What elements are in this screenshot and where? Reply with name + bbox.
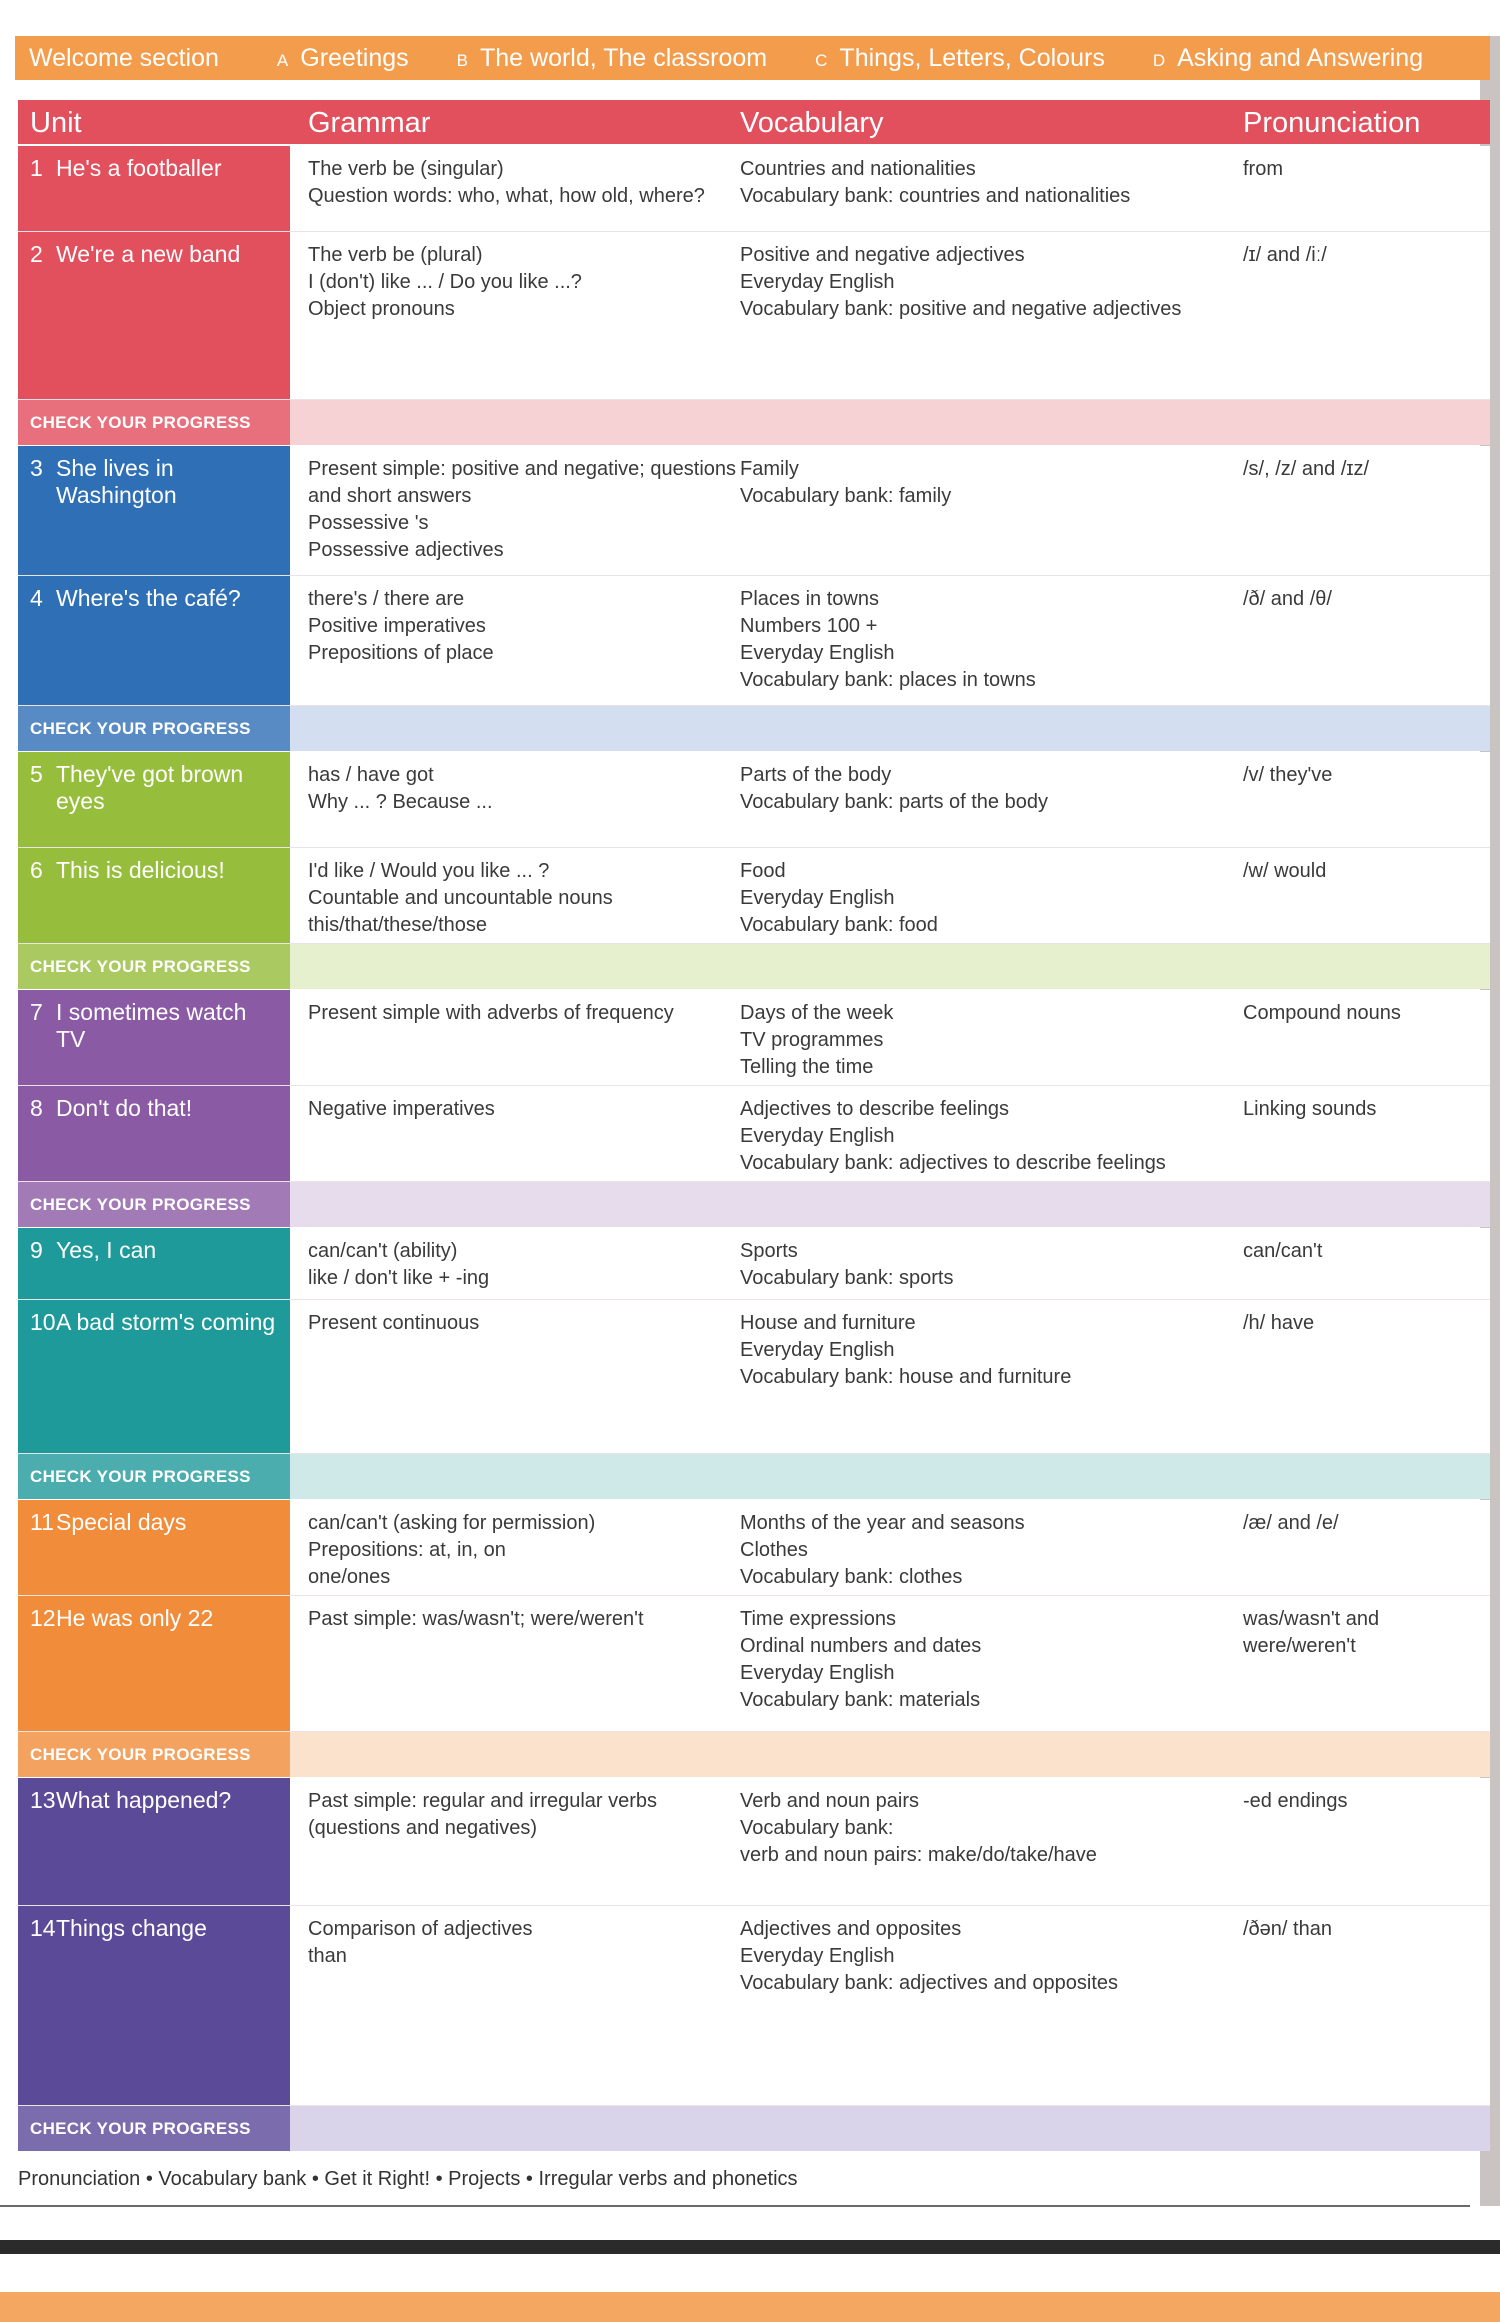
vocabulary-item: Vocabulary bank: family bbox=[740, 485, 952, 507]
unit-row bbox=[18, 1778, 1490, 1906]
check-progress-label: CHECK YOUR PROGRESS bbox=[30, 413, 251, 432]
bottom-rule bbox=[0, 2205, 1470, 2207]
pronunciation-item: /ð/ and /θ/ bbox=[1243, 588, 1332, 610]
pronunciation-item: were/weren't bbox=[1243, 1635, 1356, 1657]
unit-row bbox=[18, 1300, 1490, 1454]
vocabulary-list bbox=[740, 1000, 1260, 1081]
vocabulary-list bbox=[740, 156, 1260, 210]
vocabulary-item: Sports bbox=[740, 1240, 798, 1262]
unit-number: 1 bbox=[30, 155, 43, 181]
vocabulary-item: Vocabulary bank: house and furniture bbox=[740, 1366, 1072, 1388]
vocabulary-item: Days of the week bbox=[740, 1002, 894, 1024]
grammar-item: Past simple: regular and irregular verbs bbox=[308, 1790, 658, 1812]
unit-cell bbox=[18, 1906, 290, 2106]
grammar-item: has / have got bbox=[308, 764, 434, 786]
unit-row bbox=[18, 1228, 1490, 1300]
vocabulary-item: TV programmes bbox=[740, 1029, 884, 1051]
footer-links: Pronunciation • Vocabulary bank • Get it Right! • Projects • Irregular verbs and phonetics bbox=[18, 2168, 798, 2190]
welcome-item-label: Asking and Answering bbox=[1177, 43, 1424, 72]
pronunciation-list bbox=[1243, 156, 1488, 183]
grammar-item: than bbox=[308, 1945, 347, 1967]
unit-title: What happened? bbox=[56, 1787, 232, 1813]
grammar-list bbox=[308, 858, 738, 939]
unit-row bbox=[18, 752, 1490, 848]
grammar-item: Present continuous bbox=[308, 1312, 480, 1334]
unit-row bbox=[18, 232, 1490, 400]
vocabulary-item: Vocabulary bank: adjectives and opposites bbox=[740, 1972, 1119, 1994]
grammar-list bbox=[308, 156, 738, 210]
check-progress-label: CHECK YOUR PROGRESS bbox=[30, 957, 251, 976]
grammar-list bbox=[308, 1788, 738, 1842]
vocabulary-item: Vocabulary bank: clothes bbox=[740, 1566, 963, 1588]
grammar-item: this/that/these/those bbox=[308, 914, 488, 936]
check-progress-row bbox=[18, 1182, 1490, 1227]
grammar-item: Present simple with adverbs of frequency bbox=[308, 1002, 674, 1024]
pronunciation-list bbox=[1243, 1096, 1488, 1123]
pronunciation-list bbox=[1243, 1510, 1488, 1537]
unit-title: This is delicious! bbox=[56, 857, 225, 883]
unit-number: 8 bbox=[30, 1095, 43, 1121]
pronunciation-item: was/wasn't and bbox=[1243, 1608, 1380, 1630]
grammar-item: can/can't (asking for permission) bbox=[308, 1512, 596, 1534]
pronunciation-list bbox=[1243, 1916, 1488, 1943]
unit-title: She lives in Washington bbox=[56, 455, 177, 508]
vocabulary-item: Vocabulary bank: adjectives to describe feelings bbox=[740, 1152, 1166, 1174]
grammar-item: Countable and uncountable nouns bbox=[308, 887, 613, 909]
pronunciation-list bbox=[1243, 858, 1488, 885]
unit-title: A bad storm's coming bbox=[56, 1309, 276, 1335]
vocabulary-item: Vocabulary bank: sports bbox=[740, 1267, 954, 1289]
vocabulary-item: Family bbox=[740, 458, 799, 480]
unit-number: 4 bbox=[30, 585, 43, 611]
vocabulary-item: Ordinal numbers and dates bbox=[740, 1635, 982, 1657]
grammar-list bbox=[308, 1310, 738, 1337]
welcome-letter: C bbox=[815, 50, 828, 70]
unit-title: Things change bbox=[56, 1915, 207, 1941]
grammar-item: Comparison of adjectives bbox=[308, 1918, 533, 1940]
vocabulary-item: Positive and negative adjectives bbox=[740, 244, 1025, 266]
vocabulary-item: Vocabulary bank: parts of the body bbox=[740, 791, 1048, 813]
unit-number: 13 bbox=[30, 1787, 56, 1813]
pronunciation-item: /ɪ/ and /iː/ bbox=[1243, 244, 1327, 266]
vocabulary-item: Everyday English bbox=[740, 271, 895, 293]
unit-number: 7 bbox=[30, 999, 43, 1025]
vocabulary-item: Food bbox=[740, 860, 786, 882]
unit-cell bbox=[18, 848, 290, 944]
vocabulary-list bbox=[740, 1238, 1260, 1292]
grammar-item: The verb be (singular) bbox=[308, 158, 504, 180]
unit-row bbox=[18, 1596, 1490, 1732]
vocabulary-item: Vocabulary bank: materials bbox=[740, 1689, 981, 1711]
check-progress-row bbox=[18, 1454, 1490, 1499]
vocabulary-item: Months of the year and seasons bbox=[740, 1512, 1025, 1534]
vocabulary-list bbox=[740, 1606, 1260, 1714]
vocabulary-item: Time expressions bbox=[740, 1608, 896, 1630]
page-gutter bbox=[0, 2240, 1500, 2254]
welcome-letter: D bbox=[1152, 50, 1166, 70]
grammar-item: can/can't (ability) bbox=[308, 1240, 458, 1262]
grammar-item: Present simple: positive and negative; questions and short answers bbox=[308, 458, 737, 507]
unit-title: Where's the café? bbox=[56, 585, 241, 611]
unit-title: Special days bbox=[56, 1509, 187, 1535]
header-grammar: Grammar bbox=[308, 107, 431, 139]
vocabulary-list bbox=[740, 762, 1260, 816]
grammar-item: Prepositions: at, in, on bbox=[308, 1539, 506, 1561]
pronunciation-item: Linking sounds bbox=[1243, 1098, 1377, 1120]
vocabulary-item: Everyday English bbox=[740, 1945, 895, 1967]
check-progress-row bbox=[18, 2106, 1490, 2151]
pronunciation-list bbox=[1243, 1788, 1488, 1815]
unit-cell bbox=[18, 990, 290, 1086]
vocabulary-list bbox=[740, 242, 1260, 323]
grammar-list bbox=[308, 586, 738, 667]
unit-cell bbox=[18, 1500, 290, 1596]
pronunciation-item: /ðən/ than bbox=[1243, 1918, 1332, 1940]
vocabulary-item: Vocabulary bank: places in towns bbox=[740, 669, 1036, 691]
grammar-item: Prepositions of place bbox=[308, 642, 494, 664]
vocabulary-list bbox=[740, 1916, 1260, 1997]
pronunciation-item: /æ/ and /e/ bbox=[1243, 1512, 1339, 1534]
unit-cell bbox=[18, 1228, 290, 1300]
vocabulary-item: Countries and nationalities bbox=[740, 158, 976, 180]
pronunciation-item: /s/, /z/ and /ɪz/ bbox=[1243, 458, 1370, 480]
grammar-item: Possessive 's bbox=[308, 512, 429, 534]
welcome-item-label: Things, Letters, Colours bbox=[839, 43, 1105, 72]
grammar-item: Object pronouns bbox=[308, 298, 455, 320]
unit-number: 9 bbox=[30, 1237, 43, 1263]
unit-number: 5 bbox=[30, 761, 43, 787]
vocabulary-list bbox=[740, 586, 1260, 694]
grammar-item: Negative imperatives bbox=[308, 1098, 495, 1120]
unit-cell bbox=[18, 1778, 290, 1906]
unit-title: I sometimes watch TV bbox=[56, 999, 247, 1052]
vocabulary-list bbox=[740, 1310, 1260, 1391]
pronunciation-item: /w/ would bbox=[1243, 860, 1327, 882]
check-progress-label: CHECK YOUR PROGRESS bbox=[30, 1195, 251, 1214]
unit-title: Yes, I can bbox=[56, 1237, 157, 1263]
check-progress-row bbox=[18, 400, 1490, 445]
check-progress-label: CHECK YOUR PROGRESS bbox=[30, 1745, 251, 1764]
unit-row bbox=[18, 1906, 1490, 2106]
unit-number: 11 bbox=[30, 1509, 54, 1535]
vocabulary-item: Numbers 100 + bbox=[740, 615, 878, 637]
vocabulary-item: Everyday English bbox=[740, 887, 895, 909]
pronunciation-item: from bbox=[1243, 158, 1283, 180]
check-progress-row bbox=[18, 1732, 1490, 1777]
grammar-item: Past simple: was/wasn't; were/weren't bbox=[308, 1608, 644, 1630]
unit-number: 12 bbox=[30, 1605, 56, 1631]
grammar-item: I (don't) like ... / Do you like ...? bbox=[308, 271, 582, 293]
welcome-letter: A bbox=[276, 50, 289, 70]
vocabulary-item: Everyday English bbox=[740, 642, 895, 664]
vocabulary-item: Clothes bbox=[740, 1539, 808, 1561]
unit-number: 3 bbox=[30, 455, 43, 481]
unit-row bbox=[18, 146, 1490, 232]
unit-row bbox=[18, 1500, 1490, 1596]
pronunciation-list bbox=[1243, 1606, 1488, 1660]
unit-row bbox=[18, 990, 1490, 1086]
pronunciation-list bbox=[1243, 762, 1488, 789]
grammar-list bbox=[308, 1000, 738, 1027]
header-unit: Unit bbox=[30, 107, 82, 139]
unit-number: 14 bbox=[30, 1915, 56, 1941]
vocabulary-item: Telling the time bbox=[740, 1056, 874, 1078]
unit-title: We're a new band bbox=[56, 241, 241, 267]
grammar-list bbox=[308, 1606, 738, 1633]
grammar-list bbox=[308, 242, 738, 323]
pronunciation-list bbox=[1243, 456, 1488, 483]
welcome-item-label: The world, The classroom bbox=[479, 43, 768, 72]
unit-title: He was only 22 bbox=[56, 1605, 214, 1631]
grammar-list bbox=[308, 1510, 738, 1591]
vocabulary-item: Vocabulary bank: bbox=[740, 1817, 894, 1839]
unit-cell bbox=[18, 446, 290, 576]
grammar-list bbox=[308, 456, 738, 564]
unit-cell bbox=[18, 1596, 290, 1732]
grammar-list bbox=[308, 762, 738, 816]
check-progress-row bbox=[18, 944, 1490, 989]
grammar-list bbox=[308, 1916, 738, 1970]
vocabulary-item: Adjectives to describe feelings bbox=[740, 1098, 1010, 1120]
vocabulary-item: Vocabulary bank: countries and nationalities bbox=[740, 185, 1131, 207]
welcome-item-label: Greetings bbox=[300, 43, 409, 72]
unit-title: They've got brown eyes bbox=[56, 761, 244, 814]
grammar-item: Positive imperatives bbox=[308, 615, 486, 637]
pronunciation-item: /h/ have bbox=[1243, 1312, 1315, 1334]
grammar-item: one/ones bbox=[308, 1566, 391, 1588]
vocabulary-item: Adjectives and opposites bbox=[740, 1918, 962, 1940]
grammar-item: like / don't like + -ing bbox=[308, 1267, 490, 1289]
pronunciation-list bbox=[1243, 242, 1488, 269]
grammar-list bbox=[308, 1096, 738, 1123]
unit-number: 2 bbox=[30, 241, 43, 267]
pronunciation-list bbox=[1243, 1310, 1488, 1337]
grammar-item: I'd like / Would you like ... ? bbox=[308, 860, 550, 882]
next-page-strip bbox=[0, 2292, 1500, 2322]
vocabulary-list bbox=[740, 1510, 1260, 1591]
vocabulary-item: House and furniture bbox=[740, 1312, 916, 1334]
grammar-item: (questions and negatives) bbox=[308, 1817, 538, 1839]
vocabulary-list bbox=[740, 1096, 1260, 1177]
vocabulary-item: Everyday English bbox=[740, 1125, 895, 1147]
pronunciation-item: Compound nouns bbox=[1243, 1002, 1401, 1024]
unit-row bbox=[18, 848, 1490, 944]
header-vocabulary: Vocabulary bbox=[740, 107, 884, 139]
vocabulary-item: Places in towns bbox=[740, 588, 879, 610]
unit-title: He's a footballer bbox=[56, 155, 222, 181]
check-progress-label: CHECK YOUR PROGRESS bbox=[30, 2119, 251, 2138]
vocabulary-item: verb and noun pairs: make/do/take/have bbox=[740, 1844, 1097, 1866]
pronunciation-item: -ed endings bbox=[1243, 1790, 1348, 1812]
pronunciation-item: /v/ they've bbox=[1243, 764, 1333, 786]
vocabulary-list bbox=[740, 858, 1260, 939]
unit-cell bbox=[18, 232, 290, 400]
unit-number: 6 bbox=[30, 857, 43, 883]
grammar-item: Why ... ? Because ... bbox=[308, 791, 493, 813]
welcome-title: Welcome section bbox=[29, 43, 219, 72]
vocabulary-item: Everyday English bbox=[740, 1662, 895, 1684]
grammar-item: Possessive adjectives bbox=[308, 539, 504, 561]
unit-row bbox=[18, 1086, 1490, 1182]
unit-cell bbox=[18, 752, 290, 848]
welcome-letter: B bbox=[456, 50, 468, 70]
grammar-list bbox=[308, 1238, 738, 1292]
grammar-item: The verb be (plural) bbox=[308, 244, 483, 266]
vocabulary-list bbox=[740, 1788, 1260, 1869]
unit-cell bbox=[18, 576, 290, 706]
header-pronunciation: Pronunciation bbox=[1243, 107, 1421, 139]
unit-cell bbox=[18, 1086, 290, 1182]
pronunciation-list bbox=[1243, 1000, 1488, 1027]
grammar-item: there's / there are bbox=[308, 588, 465, 610]
unit-row bbox=[18, 446, 1490, 576]
vocabulary-item: Parts of the body bbox=[740, 764, 892, 786]
pronunciation-list bbox=[1243, 586, 1488, 613]
unit-title: Don't do that! bbox=[56, 1095, 193, 1121]
check-progress-label: CHECK YOUR PROGRESS bbox=[30, 1467, 251, 1486]
check-progress-row bbox=[18, 706, 1490, 751]
check-progress-label: CHECK YOUR PROGRESS bbox=[30, 719, 251, 738]
unit-cell bbox=[18, 146, 290, 232]
grammar-item: Question words: who, what, how old, where? bbox=[308, 185, 705, 207]
unit-row bbox=[18, 576, 1490, 706]
vocabulary-item: Everyday English bbox=[740, 1339, 895, 1361]
unit-cell bbox=[18, 1300, 290, 1454]
pronunciation-list bbox=[1243, 1238, 1488, 1265]
unit-number: 10 bbox=[30, 1309, 56, 1335]
vocabulary-list bbox=[740, 456, 1260, 510]
vocabulary-item: Vocabulary bank: positive and negative adjectives bbox=[740, 298, 1182, 320]
vocabulary-item: Verb and noun pairs bbox=[740, 1790, 920, 1812]
pronunciation-item: can/can't bbox=[1243, 1240, 1323, 1262]
vocabulary-item: Vocabulary bank: food bbox=[740, 914, 938, 936]
